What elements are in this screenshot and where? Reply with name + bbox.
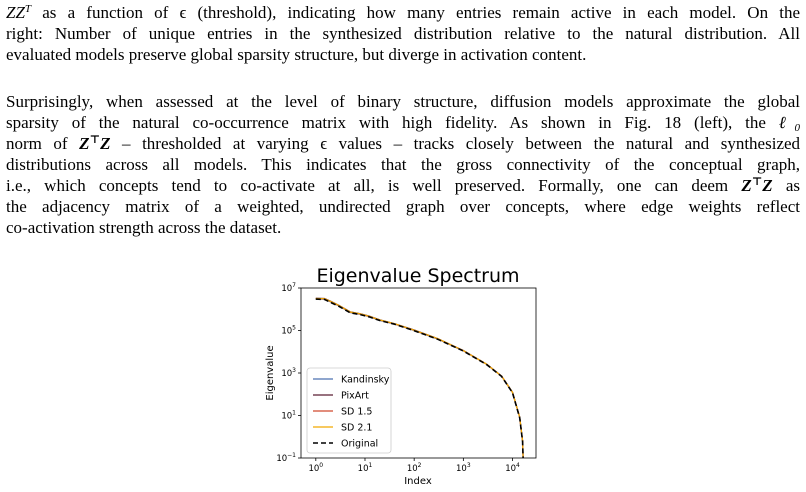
- x-tick-label: $10^0$: [308, 462, 324, 474]
- math-ztz: Z⊤Z: [79, 134, 111, 153]
- y-axis-label: Eigenvalue: [265, 345, 276, 401]
- chart-legend: [307, 368, 391, 453]
- y-tick-label: $10^7$: [281, 282, 296, 294]
- text-line: evaluated models preserve global sparsity structure, but diverge in activation content.: [6, 45, 587, 64]
- text-line: right: Number of unique entries in the synthesized distribution relative to the natural distribution. All: [6, 24, 800, 43]
- legend-label: PixArt: [341, 390, 369, 402]
- legend-label: Original: [341, 438, 379, 450]
- text-line: the adjacency matrix of a weighted, undirected graph over concepts, where edge weights reflect: [6, 197, 800, 216]
- chart-title: Eigenvalue Spectrum: [316, 265, 520, 287]
- y-tick-label: $10^{-1}$: [276, 452, 296, 464]
- x-tick-label: $10^3$: [456, 462, 471, 474]
- y-tick-label: $10^1$: [281, 409, 296, 422]
- text-segment: norm of: [6, 134, 68, 153]
- text-line: co-activation strength across the dataset.: [6, 218, 282, 237]
- text-segment: i.e., which concepts tend to co-activate at all, is well preserved. Formally, one can deem: [6, 176, 729, 195]
- legend-label: Kandinsky: [341, 374, 390, 386]
- x-axis-label: Index: [404, 476, 432, 487]
- math-zzt: $ZZ^T$: [6, 3, 32, 22]
- text-segment: as a function of ϵ (threshold), indicating how many entries remain active in each model. On the: [42, 3, 801, 22]
- math-ztz: Z⊤Z: [741, 176, 773, 195]
- y-tick-label: $10^3$: [281, 367, 296, 379]
- text-line: distributions across all models. This indicates that the gross connectivity of the conceptual graph,: [6, 155, 800, 174]
- y-tick-label: $10^5$: [281, 324, 296, 337]
- math-l0: ℓ$_0$: [778, 113, 800, 134]
- text-segment: as: [785, 176, 801, 195]
- legend-label: SD 2.1: [341, 422, 373, 434]
- text-segment: – thresholded at varying ϵ values – tracks closely between the natural and synthesized: [122, 134, 801, 153]
- x-tick-label: $10^2$: [406, 462, 422, 474]
- legend-label: SD 1.5: [341, 406, 373, 418]
- text-segment: sparsity of the natural co-occurrence matrix with high fidelity. As shown in Fig. 18 (left), the: [6, 113, 766, 132]
- x-tick-label: $10^1$: [357, 462, 373, 474]
- text-line: Surprisingly, when assessed at the level of binary structure, diffusion models approximate the global: [6, 92, 800, 111]
- x-tick-label: $10^4$: [505, 462, 520, 474]
